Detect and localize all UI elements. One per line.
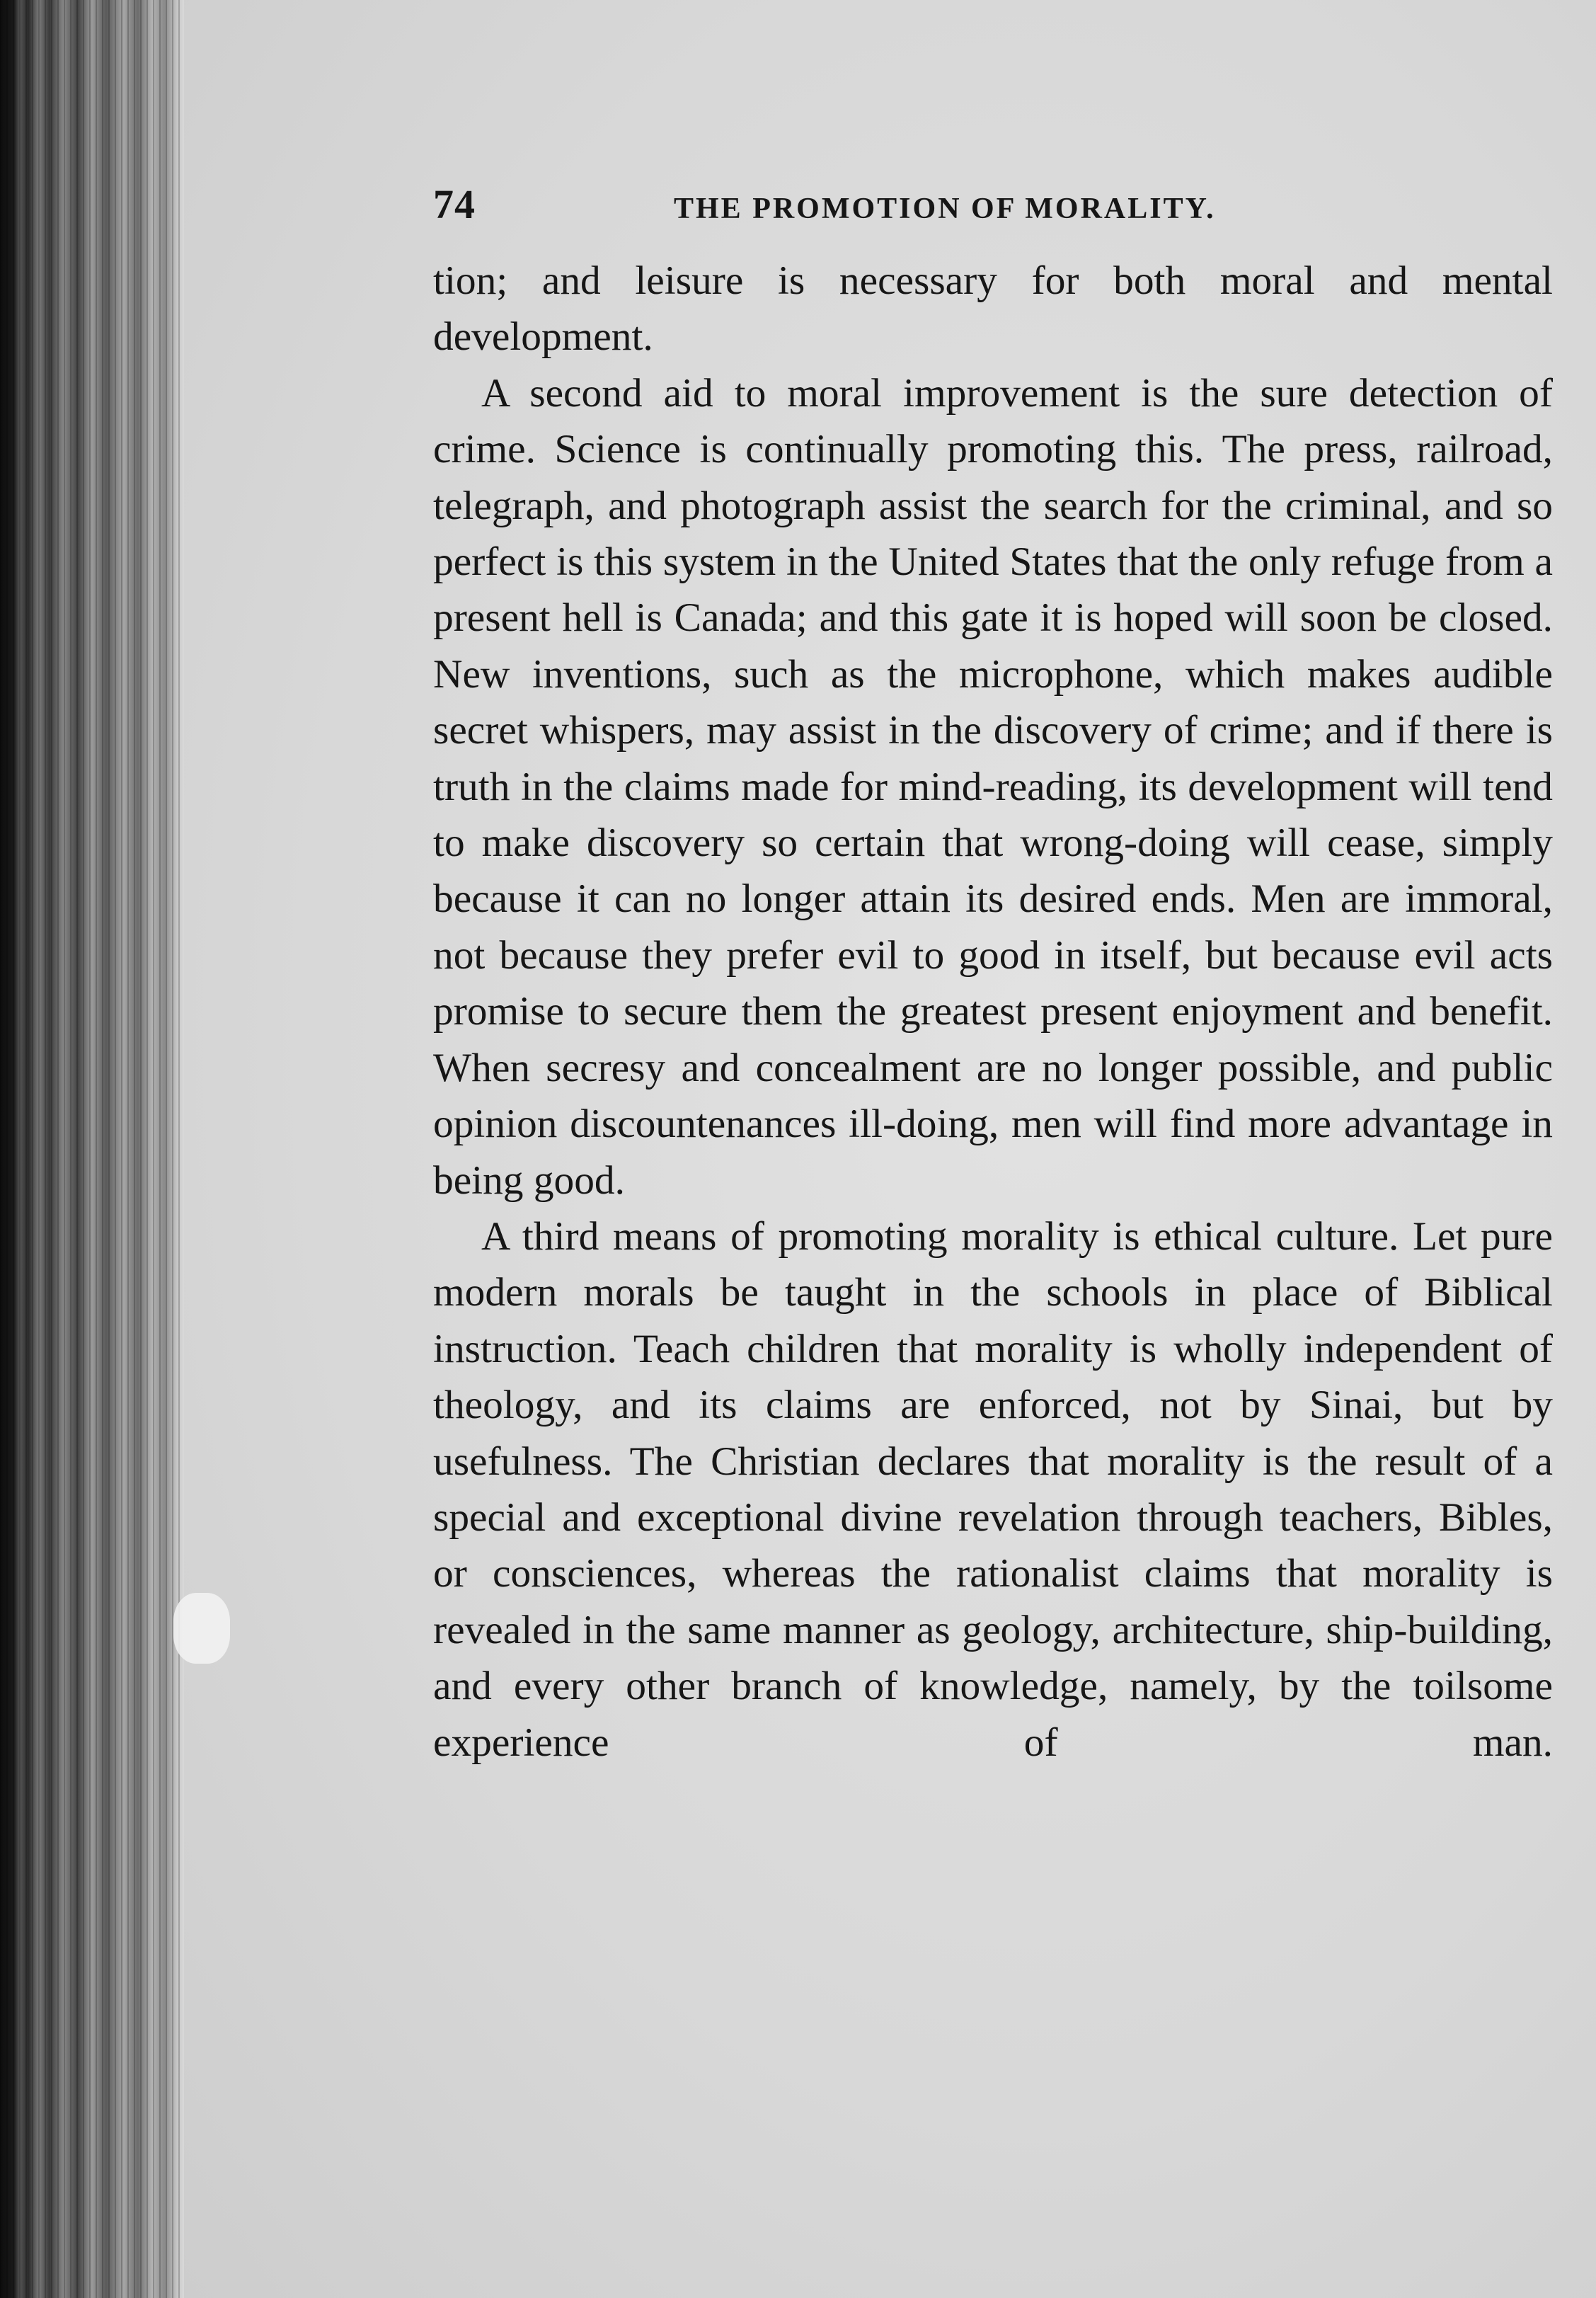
page-edges: [0, 0, 184, 2298]
page-number: 74: [433, 181, 476, 227]
running-title: THE PROMOTION OF MORALITY.: [674, 193, 1216, 225]
running-head: [433, 181, 1553, 244]
paper-blemish: [173, 1593, 230, 1664]
paragraph-detection-of-crime: A second aid to moral improvement is the sure detection of crime. Science is continually promoting this. The press, railroad, telegraph, and photograph assist the search for the criminal, and so perfect is this system in the United States that the only refuge from a present hell is Canada; and this gate it is hoped will soon be closed. New inventions, such as the microphone, which makes audible secret whispers, may assist in the discovery of crime; and if there is truth in the claims made for mind-reading, its development will tend to make discovery so certain that wrong-doing will cease, simply because it can no longer attain its desired ends. Men are immoral, not because they prefer evil to good in itself, but because evil acts promise to secure them the greatest present enjoyment and benefit. When secresy and concealment are no longer possible, and public opinion discountenances ill-doing, men will find more advantage in being good.: [433, 370, 1553, 1203]
paragraph-ethical-culture: A third means of promoting morality is ethical culture. Let pure modern morals be taught in the schools in place of Biblical instruction. Teach children that morality is wholly independent of theology, and its claims are enforced, not by Sinai, but by usefulness. The Christian declares that morality is the result of a special and exceptional divine revelation through teachers, Bibles, or consciences, whereas the rationalist claims that morality is revealed in the same manner as geology, architecture, ship-building, and every other branch of knowledge, namely, by the toilsome experience of man.: [433, 1213, 1553, 1765]
paragraph-continuation: tion; and leisure is necessary for both moral and mental development.: [433, 258, 1553, 360]
text-block: [433, 181, 1553, 1771]
